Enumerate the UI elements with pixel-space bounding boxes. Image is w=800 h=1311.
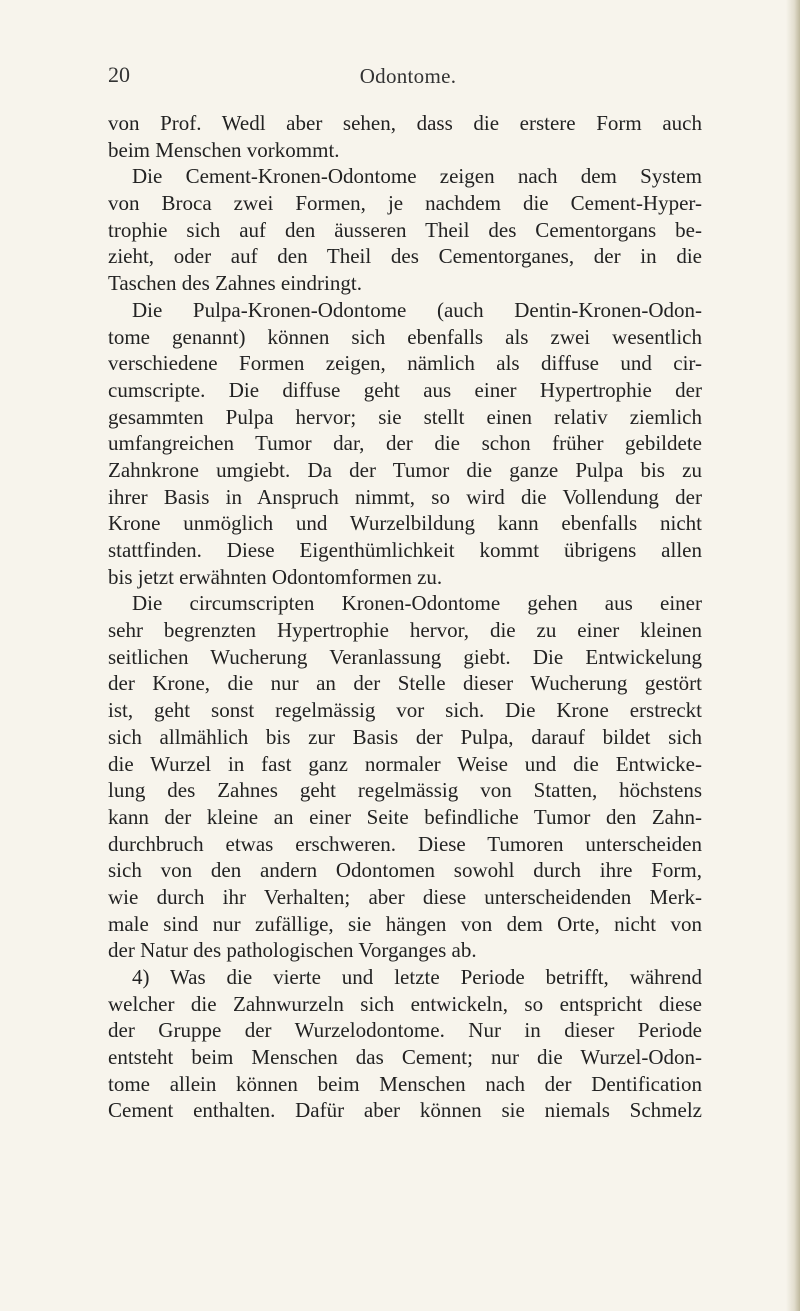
text-line: sich von den andern Odontomen sowohl durch ihre Form, (108, 858, 702, 883)
text-line: ihrer Basis in Anspruch nimmt, so wird die Vollendung der (108, 484, 702, 509)
text-line: umfangreichen Tumor dar, der die schon früher gebildete (108, 431, 702, 456)
text-line: tome allein können beim Menschen nach der Dentification (108, 1071, 702, 1096)
text-line: seitlichen Wucherung Veranlassung giebt. Die Entwickelung (108, 644, 702, 669)
page-header (108, 62, 708, 92)
text-line: Die Pulpa-Kronen-Odontome (auch Dentin-Kronen-Odon- (132, 297, 702, 322)
text-line: ist, geht sonst regelmässig vor sich. Die Krone erstreckt (108, 698, 702, 723)
text-line: Zahnkrone umgiebt. Da der Tumor die ganze Pulpa bis zu (108, 457, 702, 482)
text-line: durchbruch etwas erschweren. Diese Tumoren unterscheiden (108, 831, 702, 856)
page-number: 20 (108, 62, 130, 87)
text-line: cumscripte. Die diffuse geht aus einer Hypertrophie der (108, 377, 702, 402)
text-line: male sind nur zufällige, sie hängen von dem Orte, nicht von (108, 911, 702, 936)
text-line: von Broca zwei Formen, je nachdem die Cement-Hyper- (108, 191, 702, 216)
text-line: tome genannt) können sich ebenfalls als zwei wesentlich (108, 324, 702, 349)
text-line: gesammten Pulpa hervor; sie stellt einen relativ ziemlich (108, 404, 702, 429)
text-line: Cement enthalten. Dafür aber können sie niemals Schmelz (108, 1098, 702, 1123)
text-line: bis jetzt erwähnten Odontomformen zu. (108, 564, 443, 589)
text-line: trophie sich auf den äusseren Theil des Cementorgans be- (108, 217, 702, 242)
text-line: entsteht beim Menschen das Cement; nur die Wurzel-Odon- (108, 1045, 702, 1070)
text-line: sich allmählich bis zur Basis der Pulpa, darauf bildet sich (108, 724, 702, 749)
running-title: Odontome. (359, 64, 457, 88)
text-line: Die Cement-Kronen-Odontome zeigen nach dem System (132, 164, 702, 189)
text-line: 4) Was die vierte und letzte Periode betrifft, während (132, 965, 702, 989)
text-line: der Krone, die nur an der Stelle dieser Wucherung gestört (108, 671, 702, 696)
text-line: die Wurzel in fast ganz normaler Weise und die Entwicke- (108, 751, 702, 776)
text-line: wie durch ihr Verhalten; aber diese unterscheidenden Merk- (108, 884, 702, 909)
text-line: der Natur des pathologischen Vorganges ab. (108, 938, 477, 963)
page-edge (786, 0, 800, 1311)
text-line: kann der kleine an einer Seite befindliche Tumor den Zahn- (108, 804, 702, 829)
text-line: welcher die Zahnwurzeln sich entwickeln, so entspricht diese (108, 991, 702, 1016)
text-line: Krone unmöglich und Wurzelbildung kann ebenfalls nicht (108, 511, 702, 536)
text-line: lung des Zahnes geht regelmässig von Statten, höchstens (108, 778, 702, 803)
text-line: beim Menschen vorkommt. (108, 137, 340, 162)
text-line: Die circumscripten Kronen-Odontome gehen aus einer (132, 591, 702, 616)
text-line: sehr begrenzten Hypertrophie hervor, die zu einer kleinen (108, 618, 702, 643)
text-line: der Gruppe der Wurzelodontome. Nur in dieser Periode (108, 1018, 702, 1043)
text-line: zieht, oder auf den Theil des Cementorganes, der in die (108, 244, 702, 269)
body-text (108, 110, 702, 1124)
text-line: Taschen des Zahnes eindringt. (108, 271, 362, 296)
text-line: verschiedene Formen zeigen, nämlich als diffuse und cir- (108, 351, 702, 376)
text-line: stattfinden. Diese Eigenthümlichkeit kommt übrigens allen (108, 538, 702, 562)
text-line: von Prof. Wedl aber sehen, dass die erstere Form auch (108, 111, 702, 135)
